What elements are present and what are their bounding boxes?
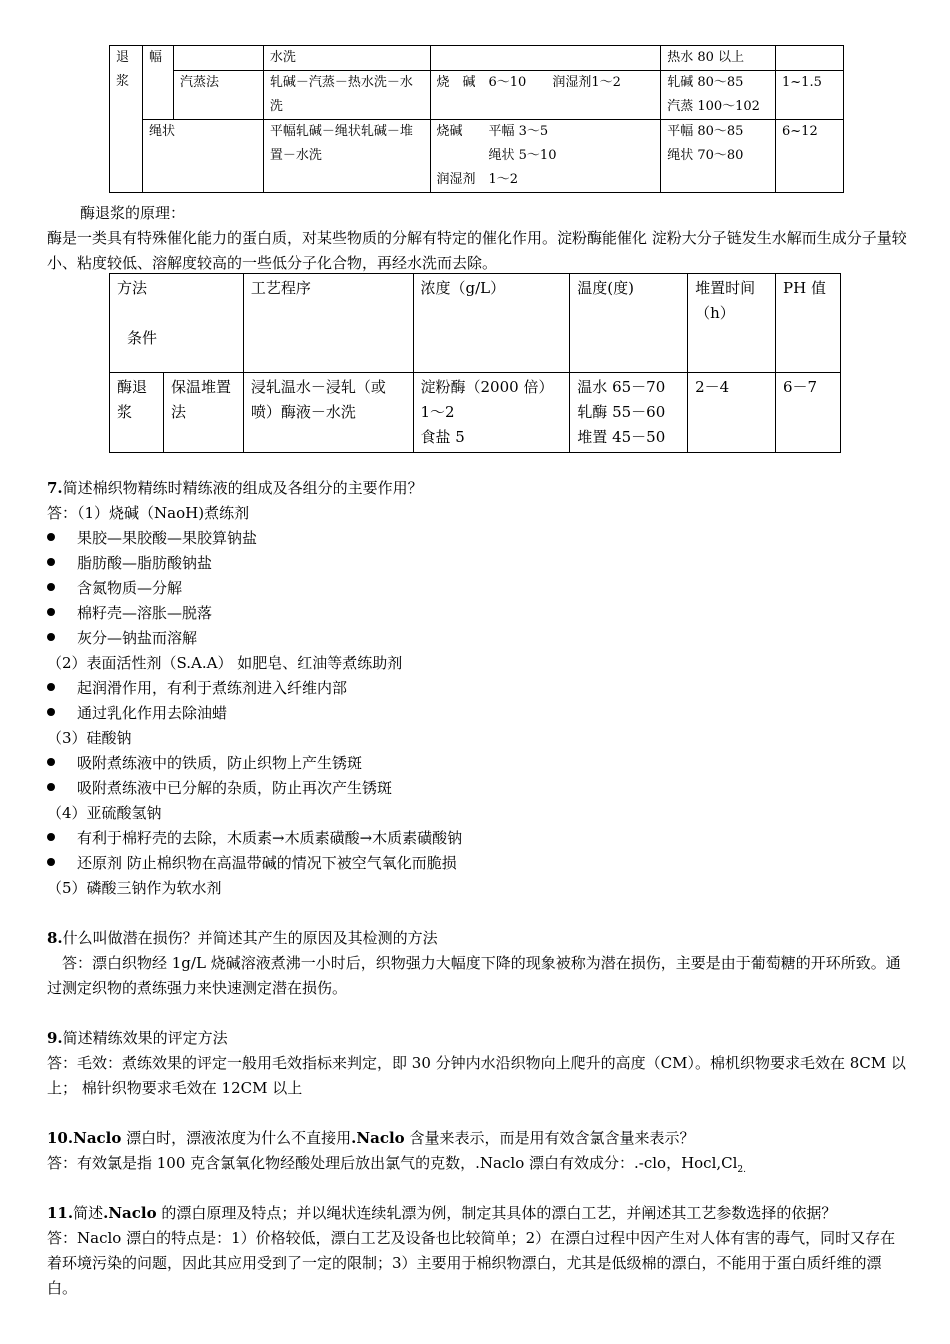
cell-temp-1: 轧碱 80～85 xyxy=(667,75,744,90)
q11-title: 11.简述.Naclo 的漂白原理及特点；并以绳状连续轧漂为例，制定其具体的漂白工艺，并阐述其工艺参数选择的依据？ xyxy=(47,1204,837,1222)
q10-title: 10.Naclo 漂白时，漂液浓度为什么不直接用.Naclo 含量来表示，而是用有效含氯含量来表示？ xyxy=(47,1129,695,1147)
list-item: 棉籽壳—溶胀—脱落 xyxy=(47,601,212,626)
enzyme-heading: 酶退浆的原理： xyxy=(80,204,186,222)
cell-temp-a: 温水 65－70 xyxy=(577,378,666,396)
cell-conc-rope-2: 绳状 5～10 xyxy=(488,148,557,163)
list-item: 果胶—果胶酸—果胶算钠盐 xyxy=(47,526,257,551)
q7-answer-1: 答：（1）烧碱（NaoH)煮练剂 xyxy=(47,504,250,522)
q8-answer: 答：漂白织物经 1g/L 烧碱溶液煮沸一小时后，织物强力大幅度下降的现象被称为潜在损伤，主要是由于葡萄糖的开环所致。通过测定织物的煮练强力来快速测定潜在损伤。 xyxy=(47,954,901,997)
cell-conc-rope-1: 烧碱 平幅 3～5 xyxy=(436,124,549,139)
q7-answer-3: （3）硅酸钠 xyxy=(47,729,132,747)
cell-conc-2: 1～2 xyxy=(420,403,455,421)
header-condition: 条件 xyxy=(127,329,158,347)
cell-width: 幅 xyxy=(142,46,173,120)
cell-time-steam: 1~1.5 xyxy=(776,71,844,120)
q7-answer-2: （2）表面活性剂（S.A.A） 如肥皂、红油等煮练助剂 xyxy=(47,654,403,672)
q8-title: 8.什么叫做潜在损伤？并简述其产生的原因及其检测的方法 xyxy=(47,929,438,947)
cell-conc-rope-3: 润湿剂 1～2 xyxy=(436,172,519,187)
q11-answer: 答：Naclo 漂白的特点是：1）价格较低，漂白工艺及设备也比较简单；2）在漂白过程中因产生对人体有害的毒气，同时又存在着环境污染的问题，因此其应用受到了一定的限制；3）主要用于棉织物漂白，尤其是低级棉的漂白，不能用于蛋白质纤维的漂白。 xyxy=(47,1229,896,1297)
cell-ph-value: 6－7 xyxy=(776,373,841,453)
header-ph: PH 值 xyxy=(776,274,841,373)
cell-pile-time: 2－4 xyxy=(688,373,776,453)
list-item: 通过乳化作用去除油蜡 xyxy=(47,701,227,726)
cell-conc-1: 淀粉酶（2000 倍） xyxy=(420,378,554,396)
list-item: 吸附煮练液中的铁质，防止织物上产生锈斑 xyxy=(47,751,362,776)
list-item: 吸附煮练液中已分解的杂质，防止再次产生锈斑 xyxy=(47,776,392,801)
cell-temp-2: 汽蒸 100～102 xyxy=(667,99,760,114)
header-method: 方法 xyxy=(117,279,148,297)
header-concentration: 浓度（g/L） xyxy=(413,274,570,373)
cell-temp-c: 堆置 45－50 xyxy=(577,428,666,446)
cell-washing: 水洗 xyxy=(263,46,430,71)
header-process: 工艺程序 xyxy=(243,274,413,373)
list-item: 起润滑作用，有利于煮练剂进入纤维内部 xyxy=(47,676,347,701)
header-temperature: 温度(度) xyxy=(570,274,688,373)
q9-title: 9.简述精练效果的评定方法 xyxy=(47,1029,228,1047)
cell-steaming: 汽蒸法 xyxy=(173,71,263,120)
cell-process-steam: 轧碱－汽蒸－热水洗－水洗 xyxy=(263,71,430,120)
enzyme-table xyxy=(109,273,841,453)
q7-answer-5: （5）磷酸三钠作为软水剂 xyxy=(47,879,222,897)
list-item: 脂肪酸—脂肪酸钠盐 xyxy=(47,551,212,576)
cell-enzyme-desizing: 酶退浆 xyxy=(110,373,164,453)
cell-rope: 绳状 xyxy=(142,120,263,193)
cell-hot-water: 热水 80 以上 xyxy=(661,46,776,71)
list-item: 含氮物质—分解 xyxy=(47,576,182,601)
q9-answer: 答：毛效：煮练效果的评定一般用毛效指标来判定，即 30 分钟内水沿织物向上爬升的高度（CM）。棉机织物要求毛效在 8CM 以上； 棉针织物要求毛效在 12CM 以上 xyxy=(47,1054,906,1097)
list-item: 有利于棉籽壳的去除，木质素→木质素磺酸→木质素磺酸钠 xyxy=(47,826,462,851)
cell-pile-method: 保温堆置法 xyxy=(163,373,243,453)
desizing-table xyxy=(109,45,844,193)
cell-time-rope: 6~12 xyxy=(776,120,844,193)
header-time: 堆置时间（h） xyxy=(688,274,776,373)
enzyme-text: 酶是一类具有特殊催化能力的蛋白质，对某些物质的分解有特定的催化作用。淀粉酶能催化 淀粉大分子链发生水解而生成分子量较小、粘度较低、溶解度较高的一些低分子化合物，再经水洗而去除。 xyxy=(47,229,907,272)
cell-conc-3: 食盐 5 xyxy=(420,428,465,446)
cell-enzyme-process: 浸轧温水－浸轧（或喷）酶液－水洗 xyxy=(243,373,413,453)
cell-temp-rope-1: 平幅 80～85 xyxy=(667,124,744,139)
cell-conc-steam: 烧 碱 6～10 润湿剂1～2 xyxy=(430,71,661,120)
cell-temp-rope-2: 绳状 70～80 xyxy=(667,148,744,163)
q7-title: 7.简述棉织物精练时精练液的组成及各组分的主要作用？ xyxy=(47,479,423,497)
cell-temp-b: 轧酶 55－60 xyxy=(577,403,666,421)
list-item: 还原剂 防止棉织物在高温带碱的情况下被空气氧化而脆损 xyxy=(47,851,457,876)
q10-answer: 答：有效氯是指 100 克含氯氧化物经酸处理后放出氯气的克数，.Naclo 漂白有效成分：.-clo，$Hocl,Cl_{2.}$ xyxy=(47,1154,747,1175)
cell-desizing: 退浆 xyxy=(110,46,143,193)
q7-answer-4: （4）亚硫酸氢钠 xyxy=(47,804,162,822)
list-item: 灰分—钠盐而溶解 xyxy=(47,626,197,651)
cell-process-rope: 平幅轧碱－绳状轧碱－堆置－水洗 xyxy=(263,120,430,193)
